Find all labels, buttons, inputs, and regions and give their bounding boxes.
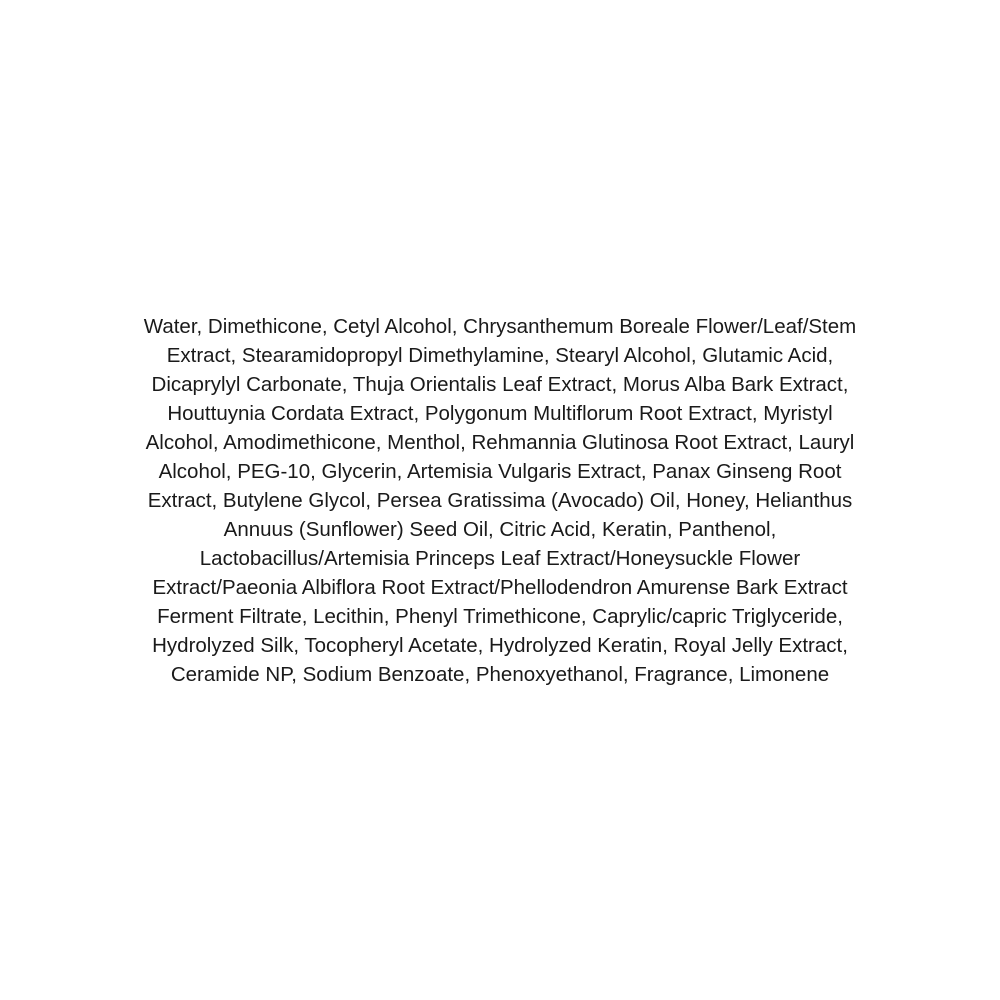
ingredient-line: Ferment Filtrate, Lecithin, Phenyl Trimethicone, Caprylic/capric Triglyceride, (157, 605, 843, 628)
ingredient-line: Alcohol, PEG-10, Glycerin, Artemisia Vulgaris Extract, Panax Ginseng Root (158, 460, 842, 483)
ingredient-line: Extract, Butylene Glycol, Persea Gratissima (Avocado) Oil, Honey, Helianthus (147, 489, 853, 512)
ingredient-line: Alcohol, Amodimethicone, Menthol, Rehmannia Glutinosa Root Extract, Lauryl (145, 431, 855, 454)
ingredient-line: Dicaprylyl Carbonate, Thuja Orientalis Leaf Extract, Morus Alba Bark Extract, (151, 373, 849, 396)
ingredient-list (0, 312, 1000, 689)
ingredient-line: Water, Dimethicone, Cetyl Alcohol, Chrysanthemum Boreale Flower/Leaf/Stem (143, 315, 857, 338)
ingredient-line: Extract, Stearamidopropyl Dimethylamine, Stearyl Alcohol, Glutamic Acid, (166, 344, 834, 367)
ingredient-line: Ceramide NP, Sodium Benzoate, Phenoxyethanol, Fragrance, Limonene (170, 663, 830, 686)
ingredient-line: Houttuynia Cordata Extract, Polygonum Multiflorum Root Extract, Myristyl (167, 402, 833, 425)
ingredient-line: Hydrolyzed Silk, Tocopheryl Acetate, Hydrolyzed Keratin, Royal Jelly Extract, (152, 634, 848, 657)
ingredient-line: Annuus (Sunflower) Seed Oil, Citric Acid, Keratin, Panthenol, (223, 518, 777, 541)
ingredient-line: Extract/Paeonia Albiflora Root Extract/Phellodendron Amurense Bark Extract (152, 576, 848, 599)
ingredient-line: Lactobacillus/Artemisia Princeps Leaf Extract/Honeysuckle Flower (199, 547, 801, 570)
